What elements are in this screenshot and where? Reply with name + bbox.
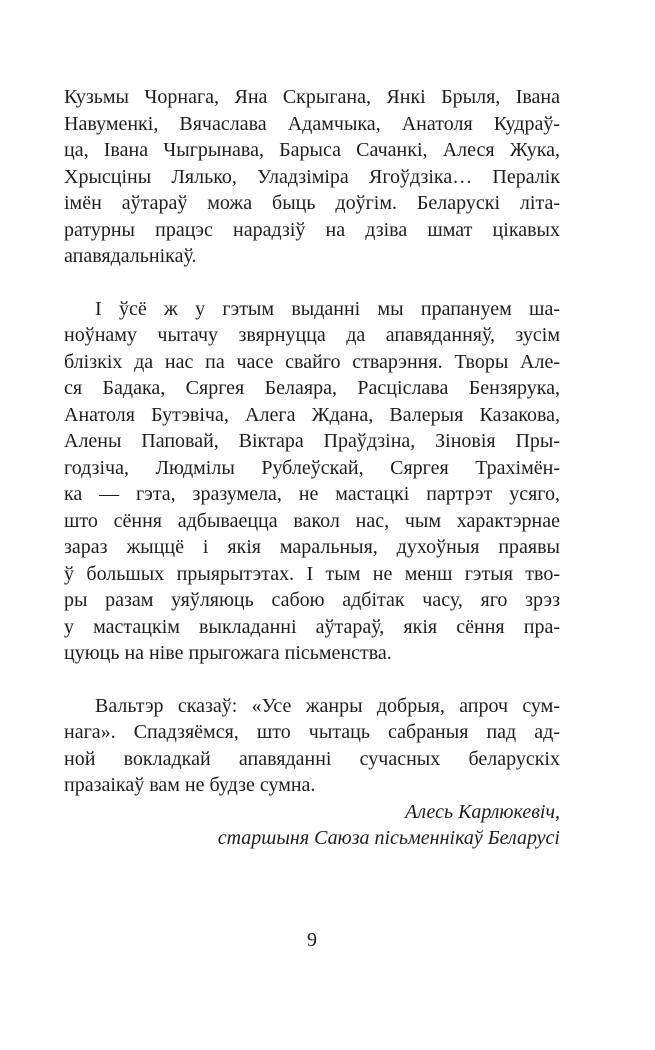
text-line: Кузьмы Чорнага, Яна Скрыгана, Янкі Брыля, Івана (64, 86, 560, 108)
text-line: ратурны працэс нарадзіў на дзіва шмат цікавых (64, 218, 560, 241)
text-line: ка — гэта, зразумела, не мастацкі партрэт усяго, (64, 483, 560, 505)
text-line: што сёння адбываецца вакол нас, чым характэрнае (64, 509, 560, 532)
text-line: Алесь Карлюкевіч, (405, 800, 560, 823)
text-line: цуюць на ніве прыгожага пісьменства. (64, 642, 392, 664)
paragraph-authors-list (64, 84, 560, 270)
text-line: ца, Івана Чыгрынава, Барыса Сачанкі, Алеся Жука, (64, 139, 560, 161)
text-line: годзіча, Людмілы Рублеўскай, Сяргея Трахімён- (64, 456, 560, 479)
text-line: нага». Спадзяёмся, што чытаць сабраныя пад ад- (64, 721, 560, 743)
author-signature (64, 799, 560, 852)
paragraph-voltaire-quote (64, 693, 560, 799)
text-line: Хрысціны Лялько, Уладзіміра Ягоўдзіка… Пералік (64, 165, 560, 188)
text-line: Анатоля Бутэвіча, Алега Ждана, Валерыя Казакова, (64, 403, 560, 426)
text-line: зараз жыццё і якія маральныя, духоўныя праявы (64, 536, 560, 558)
text-line: ноўнаму чытачу звярнуцца да апавяданняў, зусім (64, 324, 560, 346)
text-line: у мастацкім выкладанні аўтараў, якія сёння пра- (64, 615, 560, 638)
text-line: ной вокладкай апавяданні сучасных беларускіх (64, 747, 560, 770)
text-line: ся Бадака, Сяргея Белаяра, Расціслава Бензярука, (64, 377, 560, 399)
text-line: Вальтэр сказаў: «Усе жанры добрыя, апроч сум- (95, 694, 560, 717)
paragraph-edition-description (64, 296, 560, 667)
text-line: імён аўтараў можа быць доўгім. Беларускі літа- (64, 192, 560, 214)
text-line: І ўсё ж у гэтым выданні мы прапануем ша- (95, 297, 560, 320)
text-line: блізкіх да нас па часе свайго стварэння. Творы Але- (64, 350, 560, 373)
text-line: празаікаў вам не будзе сумна. (64, 774, 316, 796)
text-line: ры разам уяўляюць сабою адбітак часу, яго зрэз (64, 589, 560, 611)
text-line: Навуменкі, Вячаслава Адамчыка, Анатоля Кудраў- (64, 112, 560, 135)
text-line: ў большых прыярытэтах. І тым не менш гэтыя тво- (64, 562, 560, 585)
text-line: апавядальнікаў. (64, 245, 197, 267)
page-number: 9 (307, 928, 317, 951)
text-line: Алены Паповай, Віктара Праўдзіна, Зіновія Пры- (64, 430, 560, 452)
text-line: старшыня Саюза пісьменнікаў Беларусі (217, 827, 560, 849)
